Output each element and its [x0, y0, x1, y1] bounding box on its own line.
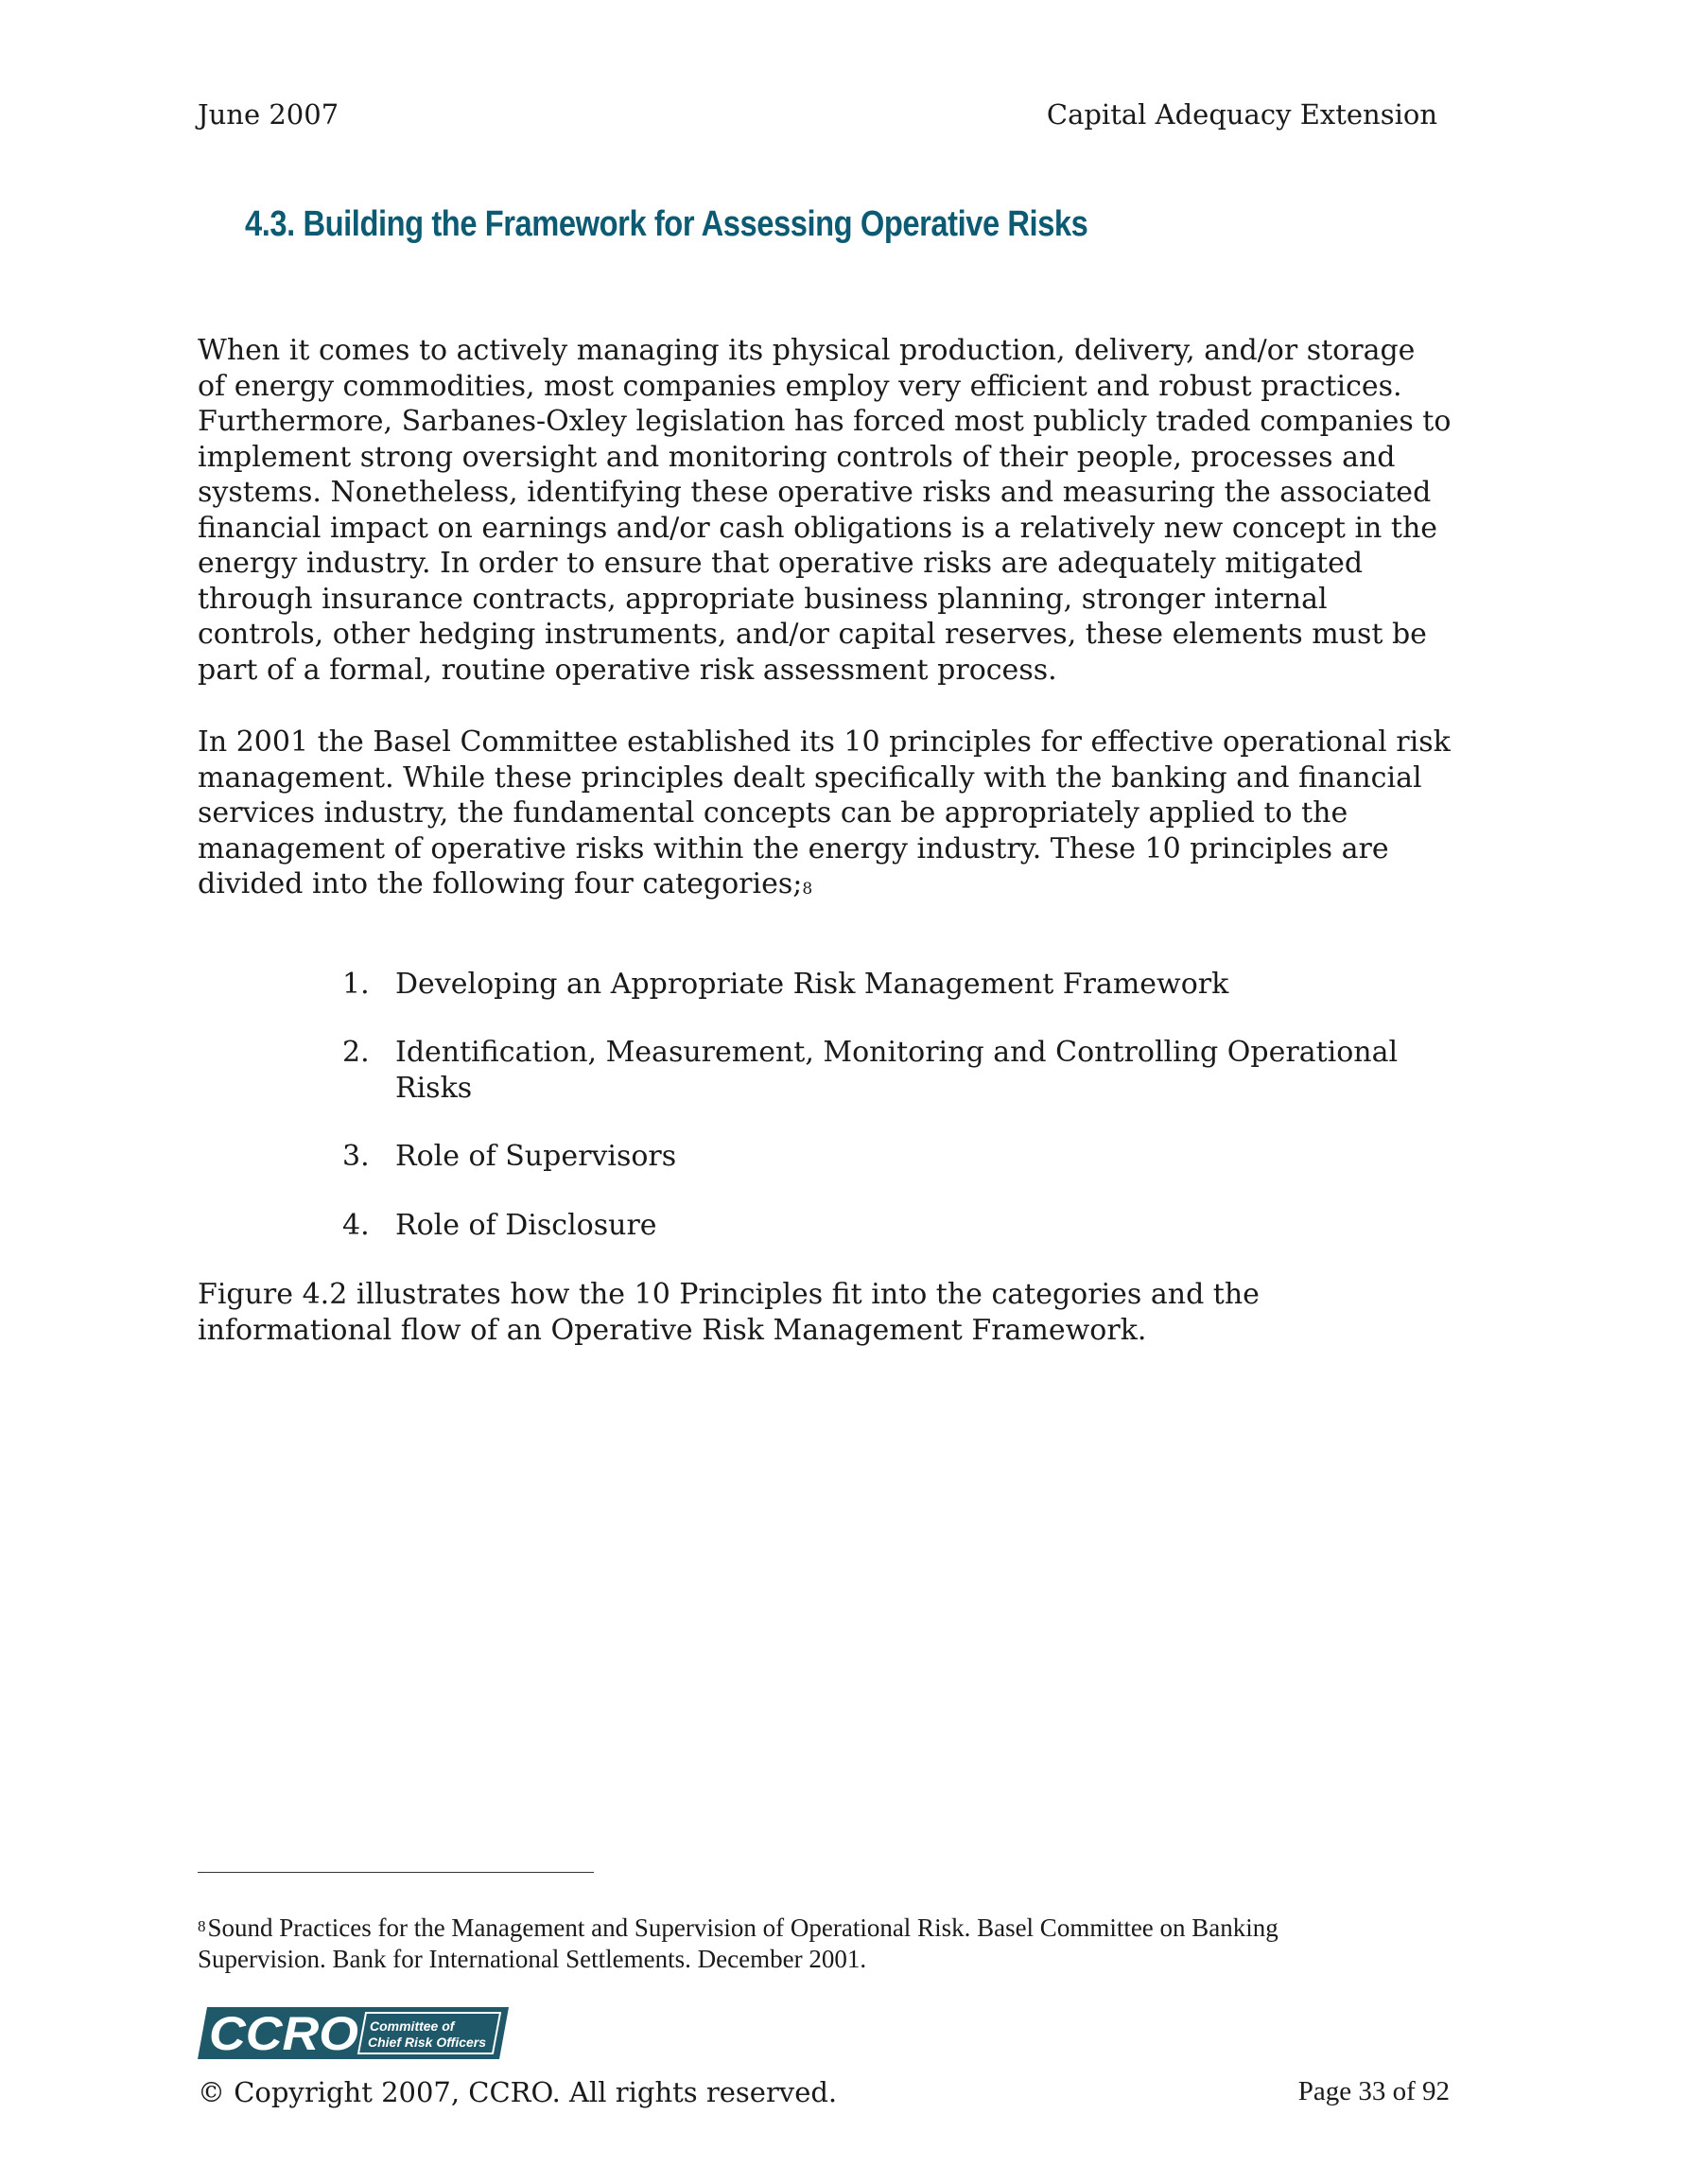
list-text: Role of Supervisors: [395, 1140, 677, 1173]
header-document-title: Capital Adequacy Extension: [1046, 98, 1437, 131]
footnote-line: Supervision. Bank for International Settlements. December 2001.: [198, 1945, 867, 1973]
section-title: 4.3. Building the Framework for Assessing Operative Risks: [245, 204, 1088, 244]
text-line: financial impact on earnings and/or cash obligations is a relatively new concept in the: [198, 511, 1438, 545]
text-line: through insurance contracts, appropriate business planning, stronger internal: [198, 582, 1328, 616]
footnote-separator: [198, 1872, 594, 1873]
text-line: services industry, the fundamental concepts can be appropriately applied to the: [198, 796, 1348, 830]
text-line: management of operative risks within the energy industry. These 10 principles are: [198, 831, 1389, 865]
ccro-logo: [198, 2007, 509, 2059]
text-line: of energy commodities, most companies employ very efficient and robust practices.: [198, 369, 1402, 403]
text-line: management. While these principles dealt specifically with the banking and financial: [198, 760, 1422, 795]
text-line: systems. Nonetheless, identifying these operative risks and measuring the associated: [198, 476, 1432, 509]
footnote-text: Sound Practices for the Management and Supervision of Operational Risk. Basel Committee on Banking: [207, 1913, 1278, 1942]
text-line: When it comes to actively managing its physical production, delivery, and/or storage: [198, 334, 1416, 367]
text-line: Furthermore, Sarbanes-Oxley legislation has forced most publicly traded companies to: [198, 405, 1452, 438]
logo-acronym: CCRO: [209, 2007, 359, 2059]
text-line: part of a formal, routine operative risk assessment process.: [198, 653, 1057, 687]
list-text: Developing an Appropriate Risk Management Framework: [395, 968, 1229, 1001]
list-number: 1.: [342, 968, 370, 1001]
list-text: Identification, Measurement, Monitoring and Controlling Operational: [395, 1036, 1399, 1069]
footer-page-number: Page 33 of 92: [1297, 2076, 1450, 2106]
text-line: informational flow of an Operative Risk Management Framework.: [198, 1313, 1147, 1347]
paragraph-basel: [198, 725, 1503, 902]
paragraph-figure-reference: [198, 1277, 1503, 1348]
text-line: controls, other hedging instruments, and/or capital reserves, these elements must be: [198, 618, 1427, 651]
logo-subtitle-line2: Chief Risk Officers: [368, 2035, 487, 2050]
footnote: [198, 1913, 1427, 1975]
text-line: Figure 4.2 illustrates how the 10 Principles fit into the categories and the: [198, 1278, 1260, 1311]
footnote-reference[interactable]: 8: [802, 880, 813, 899]
paragraph-intro: [198, 333, 1503, 688]
list-text: Role of Disclosure: [395, 1209, 657, 1242]
header-date: June 2007: [198, 98, 339, 131]
logo-subtitle-line1: Committee of: [370, 2018, 455, 2034]
text-line: energy industry. In order to ensure that operative risks are adequately mitigated: [198, 547, 1364, 580]
text-line-content: divided into the following four categories;: [198, 867, 803, 900]
list-number: 2.: [342, 1036, 370, 1069]
text-line: implement strong oversight and monitoring controls of their people, processes and: [198, 440, 1396, 474]
list-text-continued: Risks: [395, 1071, 473, 1105]
list-number: 3.: [342, 1140, 370, 1173]
list-number: 4.: [342, 1209, 370, 1242]
text-line: [198, 866, 1503, 902]
footnote-number: 8: [198, 1917, 206, 1935]
footnote-line: [198, 1913, 1427, 1944]
footer-copyright: © Copyright 2007, CCRO. All rights reserved.: [198, 2076, 838, 2108]
text-line: In 2001 the Basel Committee established its 10 principles for effective operational risk: [198, 725, 1451, 759]
